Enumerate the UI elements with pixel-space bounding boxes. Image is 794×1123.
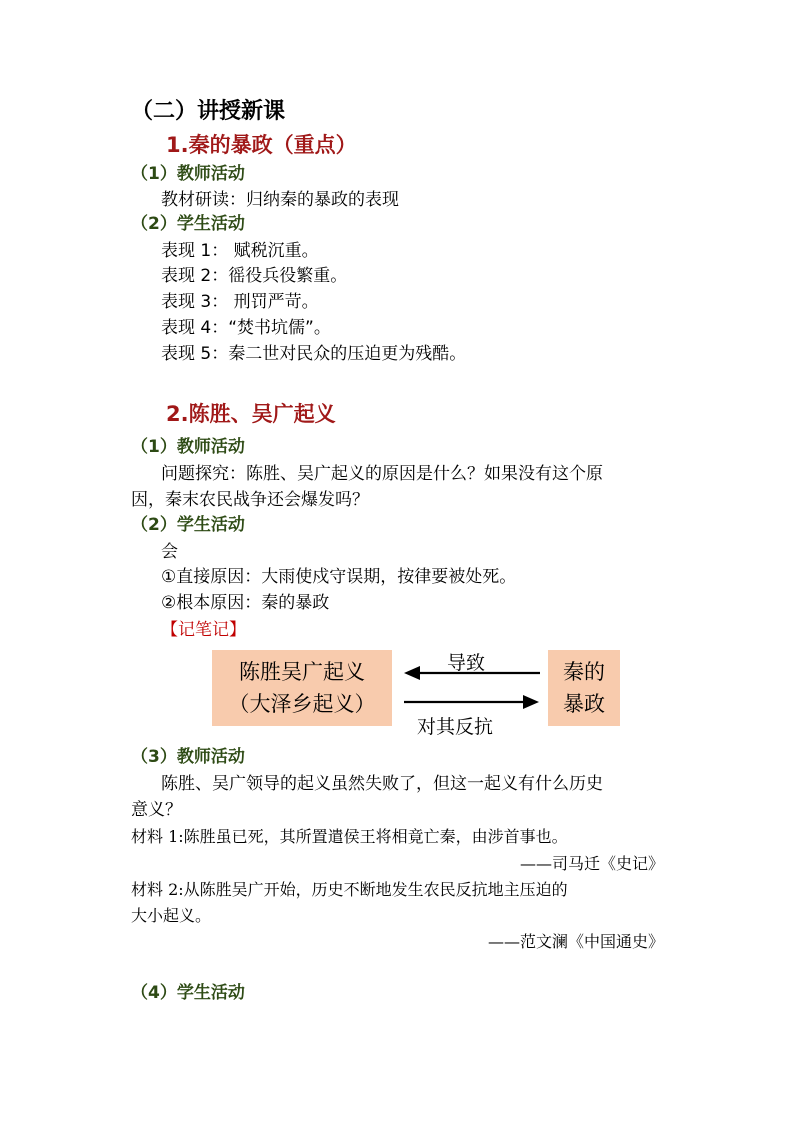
- diagram-left-line1: 陈胜吴广起义: [239, 660, 365, 684]
- teacher3-label: （3）教师活动: [131, 747, 245, 767]
- right-arrow: [404, 695, 539, 709]
- diagram-bottom-arrow-label: 对其反抗: [417, 716, 494, 738]
- diagram-right-line2: 暴政: [563, 692, 605, 716]
- student4-label: （4）学生活动: [131, 983, 245, 1003]
- part2-student-label: （2）学生活动: [131, 515, 245, 535]
- material-1-source: ——司马迁《史记》: [519, 854, 664, 873]
- part2-reason-1: ①直接原因：大雨使戍守误期，按律要被处死。: [161, 567, 517, 587]
- diagram-left-line2: （大泽乡起义）: [228, 692, 376, 716]
- part1-item-4: 表现 4：“焚书坑儒”。: [161, 318, 331, 338]
- material-1: 材料 1:陈胜虽已死，其所置遣侯王将相竟亡秦，由涉首事也。: [131, 827, 568, 846]
- notes-label: 【记笔记】: [161, 620, 246, 640]
- diagram-right-box: [548, 650, 620, 726]
- teacher3-line2: 意义？: [131, 800, 182, 820]
- part1-item-2: 表现 2：徭役兵役繁重。: [161, 266, 348, 286]
- part1-student-label: （2）学生活动: [131, 214, 245, 234]
- part2-teacher-label: （1）教师活动: [131, 437, 245, 457]
- diagram-left-box: [212, 650, 392, 726]
- part2-reason-2: ②根本原因：秦的暴政: [161, 593, 330, 613]
- part1-teacher-label: （1）教师活动: [131, 164, 245, 184]
- material-2-line2: 大小起义。: [131, 906, 212, 925]
- part1-teacher-text: 教材研读：归纳秦的暴政的表现: [161, 190, 399, 210]
- part2-question-line2: 因，秦末农民战争还会爆发吗？: [131, 490, 369, 510]
- part2-heading: 2.陈胜、吴广起义: [166, 402, 336, 426]
- part1-item-1: 表现 1： 赋税沉重。: [161, 241, 319, 261]
- part2-question-line1: 问题探究：陈胜、吴广起义的原因是什么？如果没有这个原: [161, 464, 603, 484]
- diagram-right-line1: 秦的: [563, 660, 605, 684]
- part1-item-5: 表现 5：秦二世对民众的压迫更为残酷。: [161, 344, 467, 364]
- part1-item-3: 表现 3： 刑罚严苛。: [161, 292, 319, 312]
- teacher3-line1: 陈胜、吴广领导的起义虽然失败了，但这一起义有什么历史: [161, 774, 603, 794]
- material-2-line1: 材料 2:从陈胜吴广开始，历史不断地发生农民反抗地主压迫的: [131, 880, 568, 899]
- part2-answer: 会: [161, 542, 178, 562]
- material-2-source: ——范文澜《中国通史》: [487, 932, 664, 951]
- part1-heading: 1.秦的暴政（重点）: [166, 133, 357, 157]
- section-title: （二）讲授新课: [131, 99, 286, 124]
- diagram-top-arrow-label: 导致: [447, 652, 486, 674]
